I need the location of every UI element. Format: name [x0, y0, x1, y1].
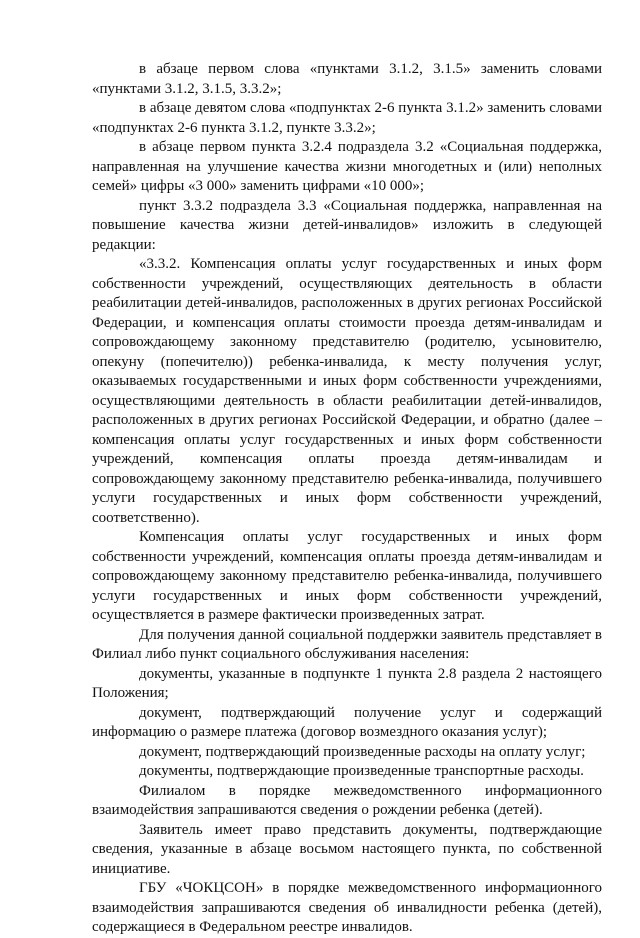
document-page: [92, 60, 602, 938]
paragraph-applicant-right: Заявитель имеет право представить документы, подтверждающие сведения, указанные в абзаце восьмом настоящего пункта, по собственной инициативе.: [92, 821, 602, 877]
paragraph-3-3-2-text: «3.3.2. Компенсация оплаты услуг государственных и иных форм собственности учреждений, осуществляющих деятельность в области реабилитации детей-инвалидов, расположенных в других регионах Российской Федерации, и компенсация оплаты стоимости проезда детям-инвалидам и сопровождающему законному представителю (родителю, усыновителю, опекуну (попечителю)) ребенка-инвалида, к месту получения услуг, оказываемых государственными и иных форм собственности учреждениями, осуществляющими деятельность в области реабилитации детей-инвалидов, расположенных в других регионах Российской Федерации, и обратно (далее – компенсация оплаты услуг государственных и иных форм собственности учреждений, компенсация оплаты проезда детям-инвалидам и сопровождающему законному представителю ребенка-инвалида, получившего услуги государственных и иных форм собственности учреждений, соответственно).: [92, 256, 602, 526]
list-item-payment-document: документ, подтверждающий произведенные расходы на оплату услуг;: [139, 743, 586, 760]
paragraph-amend-3-3-2: пункт 3.3.2 подраздела 3.3 «Социальная поддержка, направленная на повышение качества жизни детей-инвалидов» изложить в следующей редакции:: [92, 197, 602, 253]
paragraph-disability-records-request: ГБУ «ЧОКЦСОН» в порядке межведомственного информационного взаимодействия запрашиваются сведения об инвалидности ребенка (детей), содержащиеся в Федеральном реестре инвалидов.: [92, 880, 602, 935]
list-item-documents-2-8: документы, указанные в подпункте 1 пункта 2.8 раздела 2 настоящего Положения;: [92, 665, 602, 701]
list-item-transport-documents: документы, подтверждающие произведенные транспортные расходы.: [139, 763, 584, 779]
paragraph-compensation-amount: Компенсация оплаты услуг государственных и иных форм собственности учреждений, компенсация оплаты проезда детям-инвалидам и сопровождающему законному представителю ребенка-инвалида, получившего услуги государственных и иных форм собственности учреждений, осуществляется в размере фактически произведенных затрат.: [92, 529, 602, 623]
paragraph-application-submission: Для получения данной социальной поддержки заявитель представляет в Филиал либо пункт социального обслуживания населения:: [92, 626, 602, 662]
paragraph-amend-3-2-4: в абзаце первом пункта 3.2.4 подраздела 3.2 «Социальная поддержка, направленная на улучшение качества жизни многодетных и (или) неполных семей» цифры «3 000» заменить цифрами «10 000»;: [92, 139, 602, 194]
paragraph-amend-first-abzats: в абзаце первом слова «пунктами 3.1.2, 3.1.5» заменить словами «пунктами 3.1.2, 3.1.5, 3.3.2»;: [92, 61, 602, 97]
paragraph-birth-records-request: Филиалом в порядке межведомственного информационного взаимодействия запрашиваются сведения о рождении ребенка (детей).: [92, 782, 602, 818]
list-item-service-document: документ, подтверждающий получение услуг и содержащий информацию о размере платежа (договор возмездного оказания услуг);: [92, 704, 602, 740]
paragraph-amend-ninth-abzats: в абзаце девятом слова «подпунктах 2-6 пункта 3.1.2» заменить словами «подпунктах 2-6 пункта 3.1.2, пункте 3.3.2»;: [92, 100, 602, 136]
